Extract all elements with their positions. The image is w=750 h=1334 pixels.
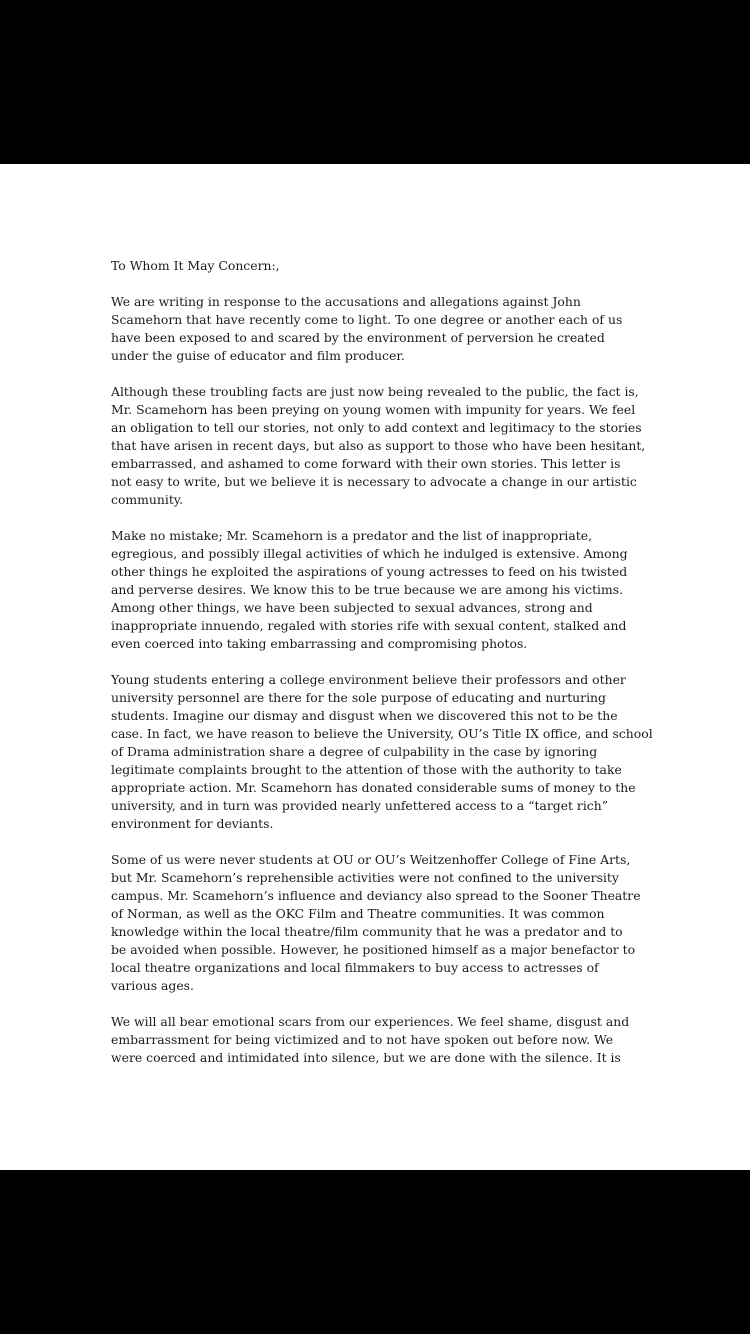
- paragraph-line: Among other things, we have been subjected to sexual advances, strong and: [111, 600, 593, 615]
- paragraph-line: university personnel are there for the sole purpose of educating and nurturing: [111, 690, 606, 705]
- paragraph-line: case. In fact, we have reason to believe the University, OU’s Title IX office, and school: [111, 726, 653, 741]
- paragraph-line: appropriate action. Mr. Scamehorn has donated considerable sums of money to the: [111, 780, 636, 795]
- letter-paragraph: [111, 383, 656, 509]
- paragraph-line: inappropriate innuendo, regaled with stories rife with sexual content, stalked and: [111, 618, 627, 633]
- letter-paragraph: [111, 527, 656, 653]
- paragraph-line: We will all bear emotional scars from our experiences. We feel shame, disgust and: [111, 1014, 630, 1029]
- letter-body: [111, 257, 656, 1085]
- paragraph-line: Young students entering a college environment believe their professors and other: [111, 672, 626, 687]
- paragraph-line: environment for deviants.: [111, 816, 274, 831]
- paragraph-line: Mr. Scamehorn has been preying on young women with impunity for years. We feel: [111, 402, 636, 417]
- paragraph-line: that have arisen in recent days, but also as support to those who have been hesitant,: [111, 438, 646, 453]
- paragraph-line: We are writing in response to the accusations and allegations against John: [111, 294, 581, 309]
- paragraph-line: under the guise of educator and film producer.: [111, 348, 405, 363]
- letter-paragraph: [111, 293, 656, 365]
- letter-paragraph: [111, 671, 656, 833]
- paragraph-line: of Norman, as well as the OKC Film and Theatre communities. It was common: [111, 906, 605, 921]
- paragraph-line: Some of us were never students at OU or OU’s Weitzenhoffer College of Fine Arts,: [111, 852, 631, 867]
- letter-paragraphs: [111, 293, 656, 1067]
- paragraph-line: knowledge within the local theatre/film community that he was a predator and to: [111, 924, 623, 939]
- paragraph-line: embarrassment for being victimized and to not have spoken out before now. We: [111, 1032, 614, 1047]
- letter-page: [0, 164, 750, 1170]
- letter-paragraph: [111, 1013, 656, 1067]
- paragraph-line: university, and in turn was provided nearly unfettered access to a “target rich”: [111, 798, 609, 813]
- paragraph-line: egregious, and possibly illegal activities of which he indulged is extensive. Among: [111, 546, 628, 561]
- paragraph-line: be avoided when possible. However, he positioned himself as a major benefactor to: [111, 942, 636, 957]
- paragraph-line: were coerced and intimidated into silence, but we are done with the silence. It is: [111, 1050, 621, 1065]
- paragraph-line: Scamehorn that have recently come to light. To one degree or another each of us: [111, 312, 623, 327]
- letter-paragraph: [111, 851, 656, 995]
- paragraph-line: have been exposed to and scared by the environment of perversion he created: [111, 330, 605, 345]
- paragraph-line: local theatre organizations and local filmmakers to buy access to actresses of: [111, 960, 599, 975]
- paragraph-line: various ages.: [111, 978, 194, 993]
- paragraph-line: Although these troubling facts are just now being revealed to the public, the fact is,: [111, 384, 639, 399]
- paragraph-line: other things he exploited the aspirations of young actresses to feed on his twisted: [111, 564, 628, 579]
- paragraph-line: community.: [111, 492, 184, 507]
- salutation: To Whom It May Concern:,: [111, 258, 280, 273]
- paragraph-line: an obligation to tell our stories, not only to add context and legitimacy to the stories: [111, 420, 642, 435]
- paragraph-line: Make no mistake; Mr. Scamehorn is a predator and the list of inappropriate,: [111, 528, 593, 543]
- paragraph-line: not easy to write, but we believe it is necessary to advocate a change in our artistic: [111, 474, 637, 489]
- paragraph-line: but Mr. Scamehorn’s reprehensible activities were not confined to the university: [111, 870, 619, 885]
- paragraph-line: embarrassed, and ashamed to come forward with their own stories. This letter is: [111, 456, 621, 471]
- paragraph-line: legitimate complaints brought to the attention of those with the authority to take: [111, 762, 622, 777]
- paragraph-line: of Drama administration share a degree of culpability in the case by ignoring: [111, 744, 598, 759]
- paragraph-line: and perverse desires. We know this to be true because we are among his victims.: [111, 582, 624, 597]
- paragraph-line: even coerced into taking embarrassing and compromising photos.: [111, 636, 528, 651]
- paragraph-line: campus. Mr. Scamehorn’s influence and deviancy also spread to the Sooner Theatre: [111, 888, 641, 903]
- paragraph-line: students. Imagine our dismay and disgust when we discovered this not to be the: [111, 708, 618, 723]
